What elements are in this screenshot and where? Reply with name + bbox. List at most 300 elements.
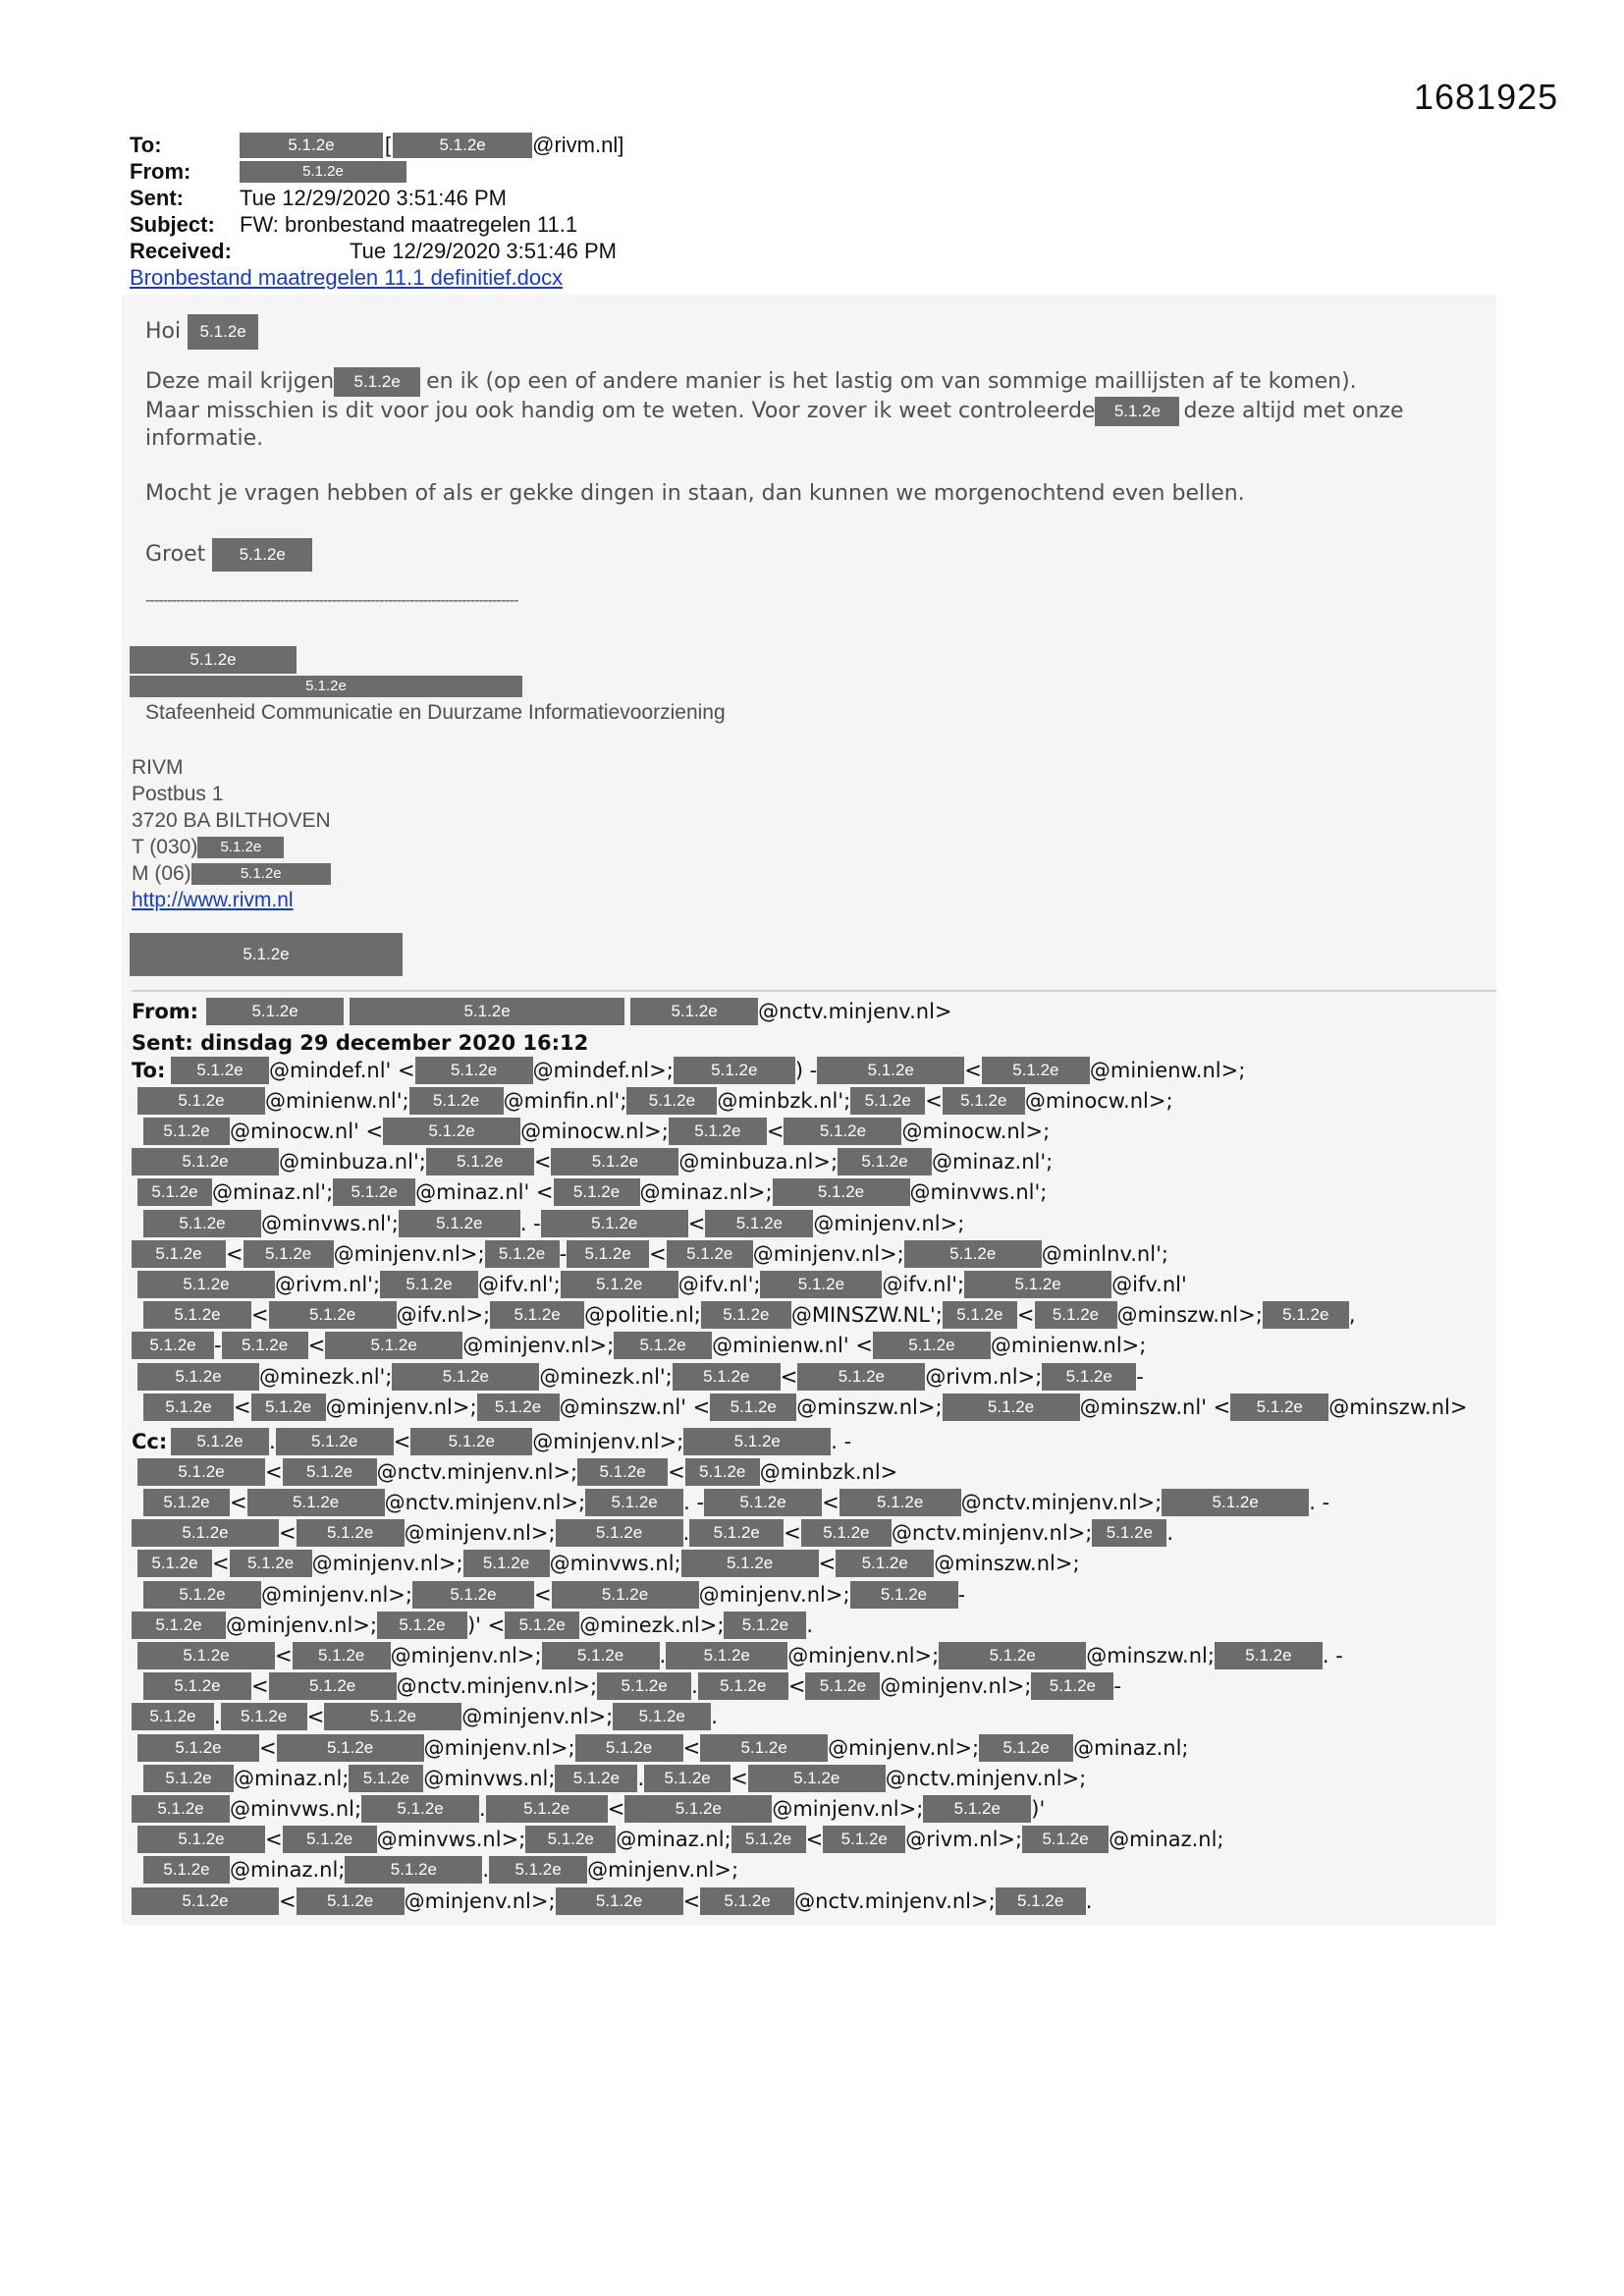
recipient-fragment: <	[533, 1582, 552, 1607]
recipient-fragment: @minszw.nl>;	[934, 1552, 1080, 1576]
recipient-fragment: @minszw.nl;	[1086, 1643, 1215, 1667]
subject-row	[130, 211, 623, 238]
recipient-fragment: .	[806, 1613, 814, 1637]
recipient-fragment: <	[780, 1364, 798, 1389]
redaction-box: 5.1.2e	[143, 1856, 230, 1884]
recipient-fragment: -	[559, 1241, 568, 1266]
recipient-fragment: <	[964, 1058, 982, 1082]
cc-recipient-line	[143, 1579, 965, 1610]
redaction-box: 5.1.2e	[1035, 1301, 1117, 1329]
recipient-fragment: @mindef.nl>;	[532, 1058, 674, 1082]
recipient-fragment: @minaz.nl;	[234, 1766, 350, 1790]
fwd-from-domain: @nctv.minjenv.nl>	[758, 999, 952, 1023]
message-text: Maar misschien is dit voor jou ook handig om te weten. Voor zover ik weet controleerde	[145, 399, 1096, 423]
recipient-fragment: @minienw.nl';	[265, 1088, 409, 1113]
redaction-box: 5.1.2e	[666, 1642, 787, 1669]
redaction-box: 5.1.2e	[700, 1734, 828, 1762]
redaction-box: 5.1.2e	[361, 1795, 479, 1823]
message-line-1	[145, 367, 1357, 397]
fwd-from-row	[132, 996, 952, 1026]
attachment-link[interactable]: Bronbestand maatregelen 11.1 definitief.docx	[130, 265, 564, 290]
redaction-box: 5.1.2e	[171, 1428, 269, 1455]
redaction-box: 5.1.2e	[283, 1826, 377, 1853]
redaction-box: 5.1.2e	[551, 1148, 678, 1175]
redaction-box: 5.1.2e	[350, 998, 624, 1025]
recipient-fragment: . -	[1309, 1490, 1330, 1514]
cc-recipient-line	[143, 1855, 738, 1886]
cc-recipient-line	[132, 1793, 1045, 1824]
redaction-box: 5.1.2e	[324, 1703, 461, 1730]
recipient-fragment: . -	[831, 1429, 852, 1453]
recipient-fragment: .	[482, 1858, 490, 1883]
recipient-fragment: @minaz.nl;	[1109, 1828, 1224, 1852]
redaction-box: 5.1.2e	[143, 1394, 234, 1421]
redaction-box: 5.1.2e	[137, 1826, 265, 1853]
recipient-fragment: @nctv.minjenv.nl>;	[794, 1888, 996, 1913]
recipient-fragment: @minienw.nl' <	[712, 1334, 873, 1358]
recipient-fragment: @minjenv.nl>;	[423, 1735, 575, 1760]
to-recipient-line	[132, 1238, 1168, 1269]
redaction-box: 5.1.2e	[614, 1332, 712, 1359]
redaction-box: 5.1.2e	[132, 1887, 279, 1915]
recipient-fragment: <	[307, 1334, 326, 1358]
redaction-box: 5.1.2e	[345, 1856, 482, 1884]
recipient-fragment: <	[787, 1674, 806, 1699]
redaction-box: 5.1.2e	[760, 1271, 882, 1298]
recipient-fragment: <	[212, 1552, 230, 1576]
recipient-fragment: @rivm.nl>;	[925, 1364, 1043, 1389]
to-label: To:	[130, 133, 162, 157]
cc-recipient-line	[143, 1487, 1329, 1517]
redaction-box: 5.1.2e	[541, 1210, 688, 1237]
redaction-box: 5.1.2e	[805, 1672, 880, 1700]
recipient-fragment: @minfin.nl';	[503, 1088, 627, 1113]
message-line-3: informatie.	[145, 426, 264, 451]
redaction-box: 5.1.2e	[630, 998, 758, 1025]
redaction-box: 5.1.2e	[206, 998, 344, 1025]
recipient-fragment: . -	[1322, 1643, 1343, 1667]
recipient-fragment: <	[805, 1828, 824, 1852]
to-recipient-line	[143, 1208, 964, 1238]
cc-recipient-line	[132, 1702, 718, 1732]
cc-recipient-line	[137, 1825, 1223, 1855]
redaction-box: 5.1.2e	[644, 1765, 731, 1792]
received-row	[130, 238, 623, 264]
to-recipient-line	[137, 1085, 1173, 1116]
redaction-box: 5.1.2e	[399, 1210, 520, 1237]
recipient-fragment: ) -	[794, 1058, 818, 1082]
recipient-fragment: .	[691, 1674, 698, 1699]
redaction-box: 5.1.2e	[377, 1612, 467, 1639]
recipient-fragment: @minjenv.nl>;	[880, 1674, 1032, 1699]
signature-name	[130, 646, 297, 674]
redaction-box: 5.1.2e	[943, 1394, 1080, 1421]
recipient-fragment: @minvws.nl';	[909, 1180, 1048, 1205]
recipient-fragment: @minocw.nl>;	[901, 1119, 1051, 1143]
recipient-fragment: <	[275, 1643, 293, 1667]
cc-recipient-line	[137, 1640, 1343, 1670]
redaction-box: 5.1.2e	[724, 1612, 806, 1639]
recipient-fragment: <	[784, 1521, 801, 1546]
redaction-box: 5.1.2e	[700, 1887, 794, 1915]
signature-phone	[132, 834, 284, 860]
redaction-box: 5.1.2e	[143, 1581, 261, 1609]
recipient-fragment: . -	[683, 1490, 705, 1514]
redaction-box: 5.1.2e	[130, 676, 522, 697]
redaction-box: 5.1.2e	[838, 1148, 932, 1175]
recipient-fragment: @minbuza.nl';	[279, 1150, 426, 1175]
website-link[interactable]: http://www.rivm.nl	[132, 889, 294, 911]
recipient-fragment: @MINSZW.NL';	[790, 1303, 943, 1328]
redaction-box: 5.1.2e	[393, 133, 532, 158]
redaction-box: 5.1.2e	[380, 1271, 478, 1298]
recipient-fragment: @minjenv.nl>;	[325, 1394, 477, 1419]
redaction-box: 5.1.2e	[477, 1394, 560, 1421]
recipient-fragment: <	[682, 1735, 701, 1760]
recipient-fragment: @minszw.nl' <	[1079, 1394, 1231, 1419]
redaction-box: 5.1.2e	[1263, 1301, 1349, 1329]
redaction-box: 5.1.2e	[681, 1550, 819, 1577]
redaction-box: 5.1.2e	[137, 1178, 212, 1206]
recipient-fragment: <	[234, 1394, 251, 1419]
recipient-fragment: @minvws.nl>;	[376, 1828, 526, 1852]
divider	[132, 990, 1496, 992]
to-row	[130, 132, 623, 158]
recipient-fragment: <	[259, 1735, 277, 1760]
redaction-box: 5.1.2e	[333, 1178, 415, 1206]
redaction-box: 5.1.2e	[1031, 1672, 1113, 1700]
message-text: en ik (op een of andere manier is het lastig om van sommige maillijsten af te komen).	[426, 369, 1357, 394]
to-domain: @rivm.nl]	[532, 133, 624, 157]
recipient-fragment: @minjenv.nl>;	[404, 1521, 556, 1546]
recipient-fragment: <	[251, 1674, 269, 1699]
redaction-box: 5.1.2e	[561, 1271, 678, 1298]
redaction-box: 5.1.2e	[130, 646, 297, 674]
sent-value: Tue 12/29/2020 3:51:46 PM	[240, 186, 507, 210]
recipient-fragment: @ifv.nl';	[478, 1272, 561, 1296]
redaction-box: 5.1.2e	[197, 837, 284, 858]
redaction-box: 5.1.2e	[575, 1734, 683, 1762]
redaction-box: 5.1.2e	[383, 1118, 520, 1145]
redaction-box: 5.1.2e	[626, 1087, 717, 1115]
redaction-box: 5.1.2e	[132, 1519, 279, 1547]
redaction-box: 5.1.2e	[137, 1734, 259, 1762]
recipient-fragment: @ifv.nl'	[1111, 1272, 1187, 1296]
cc-recipient-line	[143, 1671, 1121, 1702]
recipient-fragment: @minjenv.nl>;	[226, 1613, 377, 1637]
recipient-fragment: @minjenv.nl>;	[813, 1211, 965, 1235]
redaction-box: 5.1.2e	[689, 1519, 784, 1547]
recipient-fragment: -	[1136, 1364, 1144, 1389]
recipient-fragment: @minszw.nl>	[1328, 1394, 1468, 1419]
redaction-box: 5.1.2e	[230, 1550, 312, 1577]
received-value: Tue 12/29/2020 3:51:46 PM	[350, 239, 617, 263]
recipient-fragment: )'	[1031, 1796, 1046, 1821]
recipient-fragment: @nctv.minjenv.nl>;	[885, 1766, 1087, 1790]
redaction-box: 5.1.2e	[409, 1087, 504, 1115]
redaction-box: 5.1.2e	[349, 1765, 423, 1792]
recipient-fragment: <	[668, 1459, 685, 1484]
recipient-fragment: @minlnv.nl';	[1041, 1241, 1168, 1266]
cc-recipient-line	[143, 1763, 1086, 1793]
redaction-box: 5.1.2e	[334, 367, 420, 397]
recipient-fragment: @minaz.nl' <	[415, 1180, 554, 1205]
redaction-box: 5.1.2e	[624, 1795, 772, 1823]
redaction-box: 5.1.2e	[982, 1057, 1090, 1084]
redaction-box: 5.1.2e	[240, 161, 406, 183]
cc-recipient-line	[132, 1886, 1092, 1916]
subject-value: FW: bronbestand maatregelen 11.1	[240, 212, 578, 237]
redaction-box: 5.1.2e	[412, 1581, 534, 1609]
recipient-fragment: )' <	[466, 1613, 506, 1637]
redaction-box: 5.1.2e	[704, 1489, 822, 1516]
subject-label: Subject:	[130, 212, 215, 237]
redaction-box: 5.1.2e	[943, 1087, 1025, 1115]
redaction-box: 5.1.2e	[132, 1703, 214, 1730]
recipient-fragment: @minjenv.nl>;	[462, 1334, 615, 1358]
redaction-box: 5.1.2e	[731, 1826, 806, 1853]
to-recipient-line	[137, 1361, 1144, 1392]
redaction-box: 5.1.2e	[850, 1581, 958, 1609]
message-line-4: Mocht je vragen hebben of als er gekke dingen in staan, dan kunnen we morgenochtend even bellen.	[145, 481, 1245, 506]
recipient-fragment: .	[479, 1796, 486, 1821]
redaction-box: 5.1.2e	[943, 1301, 1017, 1329]
recipient-fragment: <	[766, 1119, 785, 1143]
recipient-fragment: <	[393, 1429, 411, 1453]
redaction-box: 5.1.2e	[542, 1642, 660, 1669]
redaction-box: 5.1.2e	[297, 1887, 405, 1915]
recipient-fragment: @minszw.nl>;	[1116, 1303, 1263, 1328]
message-text: deze altijd met onze	[1183, 399, 1404, 423]
recipient-fragment: <	[731, 1766, 748, 1790]
redaction-box: 5.1.2e	[710, 1394, 796, 1421]
redaction-box: 5.1.2e	[137, 1458, 265, 1486]
recipient-fragment: @minjenv.nl>;	[333, 1241, 485, 1266]
recipient-fragment: <	[265, 1828, 283, 1852]
redaction-box: 5.1.2e	[392, 1363, 539, 1391]
signature-website[interactable]	[132, 887, 294, 913]
to-recipient-line	[132, 1147, 1053, 1177]
redaction-box: 5.1.2e	[171, 1057, 269, 1084]
recipient-fragment: @minvws.nl;	[230, 1796, 362, 1821]
recipient-fragment: @nctv.minjenv.nl>;	[396, 1674, 598, 1699]
mobile-prefix: M (06)	[132, 862, 191, 885]
redaction-box: 5.1.2e	[1230, 1394, 1328, 1421]
redaction-box: 5.1.2e	[556, 1887, 683, 1915]
recipient-fragment: <	[607, 1796, 625, 1821]
redaction-box: 5.1.2e	[1215, 1642, 1323, 1669]
redaction-box: 5.1.2e	[1162, 1489, 1309, 1516]
recipient-fragment: @minbzk.nl';	[717, 1088, 851, 1113]
recipient-fragment: <	[687, 1211, 706, 1235]
recipient-fragment: .	[682, 1521, 690, 1546]
redaction-box: 5.1.2e	[251, 1394, 326, 1421]
redaction-box: 5.1.2e	[1042, 1363, 1136, 1391]
signature-footer-redaction	[130, 933, 403, 976]
received-label: Received:	[130, 239, 232, 263]
recipient-fragment: <	[533, 1150, 552, 1175]
fwd-cc-label-row	[132, 1426, 167, 1456]
redaction-box: 5.1.2e	[979, 1734, 1073, 1762]
sent-label: Sent:	[130, 186, 184, 210]
redaction-box: 5.1.2e	[850, 1087, 925, 1115]
recipient-fragment: @minaz.nl';	[212, 1180, 334, 1205]
document-number: 1681925	[1414, 77, 1559, 117]
redaction-box: 5.1.2e	[773, 1178, 910, 1206]
phone-prefix: T (030)	[132, 836, 198, 858]
redaction-box: 5.1.2e	[567, 1240, 649, 1268]
redaction-box: 5.1.2e	[283, 1458, 377, 1486]
recipient-fragment: @nctv.minjenv.nl>;	[891, 1521, 1093, 1546]
recipient-fragment: @minjenv.nl>;	[752, 1241, 904, 1266]
recipient-fragment: <	[279, 1888, 297, 1913]
signature-city: 3720 BA BILTHOVEN	[132, 809, 331, 832]
recipient-fragment: @minaz.nl>;	[639, 1180, 773, 1205]
signature-title	[130, 676, 522, 697]
fwd-to-label: To:	[132, 1058, 166, 1082]
redaction-box: 5.1.2e	[485, 1240, 560, 1268]
redaction-box: 5.1.2e	[996, 1887, 1086, 1915]
recipient-fragment: @minocw.nl>;	[520, 1119, 669, 1143]
redaction-box: 5.1.2e	[463, 1550, 550, 1577]
redaction-box: 5.1.2e	[221, 1703, 307, 1730]
redaction-box: 5.1.2e	[873, 1332, 991, 1359]
recipient-fragment: @minbuza.nl>;	[678, 1150, 839, 1175]
redaction-box: 5.1.2e	[191, 863, 331, 885]
to-recipient-line	[143, 1300, 1356, 1331]
redaction-box: 5.1.2e	[325, 1332, 462, 1359]
redaction-box: 5.1.2e	[143, 1118, 230, 1145]
signature-org: RIVM	[132, 756, 184, 779]
redaction-box: 5.1.2e	[489, 1856, 587, 1884]
redaction-box: 5.1.2e	[939, 1642, 1086, 1669]
redaction-box: 5.1.2e	[552, 1581, 699, 1609]
recipient-fragment: @minvws.nl;	[423, 1766, 556, 1790]
redaction-box: 5.1.2e	[705, 1210, 813, 1237]
recipient-fragment: <	[306, 1705, 325, 1729]
recipient-fragment: @minvws.nl';	[261, 1211, 399, 1235]
redaction-box: 5.1.2e	[1095, 397, 1179, 426]
closing-line	[145, 538, 312, 572]
recipient-fragment: ,	[1348, 1303, 1356, 1328]
recipient-fragment: @minaz.nl;	[616, 1828, 731, 1852]
redaction-box: 5.1.2e	[797, 1363, 925, 1391]
cc-recipient-line	[132, 1610, 813, 1640]
redaction-box: 5.1.2e	[137, 1087, 265, 1115]
recipient-fragment: .	[637, 1766, 645, 1790]
redaction-box: 5.1.2e	[143, 1210, 261, 1237]
recipient-fragment: @minjenv.nl>;	[587, 1858, 739, 1883]
redaction-box: 5.1.2e	[415, 1057, 533, 1084]
recipient-fragment: @minezk.nl';	[259, 1364, 393, 1389]
redaction-box: 5.1.2e	[222, 1332, 308, 1359]
recipient-fragment: @minvws.nl;	[549, 1552, 681, 1576]
redaction-box: 5.1.2e	[132, 1795, 230, 1823]
redaction-box: 5.1.2e	[143, 1765, 234, 1792]
redaction-box: 5.1.2e	[839, 1489, 961, 1516]
from-row	[130, 158, 623, 185]
recipient-fragment: -	[957, 1582, 966, 1607]
recipient-fragment: @minjenv.nl>;	[787, 1643, 940, 1667]
recipient-fragment: @nctv.minjenv.nl>;	[384, 1490, 586, 1514]
recipient-fragment: @minaz.nl;	[1073, 1735, 1189, 1760]
redaction-box: 5.1.2e	[667, 1240, 753, 1268]
redaction-box: 5.1.2e	[137, 1363, 259, 1391]
recipient-fragment: @minjenv.nl>;	[461, 1705, 614, 1729]
cc-recipient-line	[132, 1518, 1173, 1549]
redaction-box: 5.1.2e	[143, 1672, 251, 1700]
redaction-box: 5.1.2e	[132, 1240, 226, 1268]
fwd-to-label-row	[132, 1055, 165, 1085]
signature-mobile	[132, 860, 331, 887]
recipient-fragment: .	[269, 1429, 276, 1453]
redaction-box: 5.1.2e	[669, 1118, 767, 1145]
to-recipient-line	[137, 1177, 1047, 1208]
redaction-box: 5.1.2e	[748, 1765, 886, 1792]
recipient-fragment: @minaz.nl;	[230, 1858, 346, 1883]
redaction-box: 5.1.2e	[613, 1703, 711, 1730]
redaction-box: 5.1.2e	[410, 1428, 532, 1455]
redaction-box: 5.1.2e	[137, 1642, 275, 1669]
signature-pobox: Postbus 1	[132, 783, 224, 805]
redaction-box: 5.1.2e	[276, 1428, 394, 1455]
redaction-box: 5.1.2e	[577, 1458, 668, 1486]
cc-recipient-line	[137, 1549, 1080, 1579]
recipient-fragment: @nctv.minjenv.nl>;	[960, 1490, 1163, 1514]
recipient-fragment: @minjenv.nl>;	[390, 1643, 542, 1667]
recipient-fragment: <	[925, 1088, 943, 1113]
recipient-fragment: @minszw.nl>;	[796, 1394, 943, 1419]
cc-recipient-line	[171, 1426, 851, 1456]
recipient-fragment: -	[214, 1334, 222, 1358]
to-recipient-line	[143, 1392, 1467, 1422]
separator: --------------------------------------------------------------------------------------	[145, 591, 518, 609]
redaction-box: 5.1.2e	[277, 1734, 424, 1762]
redaction-box: 5.1.2e	[673, 1363, 781, 1391]
redaction-box: 5.1.2e	[137, 1271, 275, 1298]
redaction-box: 5.1.2e	[240, 133, 383, 158]
recipient-fragment: @minezk.nl>;	[579, 1613, 725, 1637]
redaction-box: 5.1.2e	[143, 1301, 251, 1329]
to-recipient-line	[171, 1055, 1245, 1085]
recipient-fragment: @minjenv.nl>;	[532, 1429, 684, 1453]
recipient-fragment: <	[265, 1459, 283, 1484]
greeting-line	[145, 314, 258, 350]
redaction-box: 5.1.2e	[597, 1672, 691, 1700]
from-label: From:	[130, 159, 191, 184]
recipient-fragment: .	[659, 1643, 667, 1667]
redaction-box: 5.1.2e	[556, 1519, 683, 1547]
redaction-box: 5.1.2e	[132, 1332, 214, 1359]
redaction-box: 5.1.2e	[817, 1057, 964, 1084]
redaction-box: 5.1.2e	[784, 1118, 901, 1145]
to-recipient-line	[132, 1331, 1146, 1361]
fwd-sent-row: Sent: dinsdag 29 december 2020 16:12	[132, 1030, 589, 1055]
message-line-2	[145, 397, 1404, 426]
redaction-box: 5.1.2e	[683, 1428, 831, 1455]
attachment-row	[130, 264, 623, 291]
email-header	[130, 132, 623, 291]
redaction-box: 5.1.2e	[247, 1489, 385, 1516]
redaction-box: 5.1.2e	[137, 1550, 212, 1577]
recipient-fragment: @minezk.nl';	[539, 1364, 673, 1389]
forwarded-message	[122, 990, 1496, 1925]
recipient-fragment: .	[711, 1705, 718, 1729]
greeting: Hoi	[145, 319, 182, 344]
recipient-fragment: @mindef.nl' <	[269, 1058, 415, 1082]
recipient-fragment: @politie.nl;	[584, 1303, 701, 1328]
recipient-fragment: @ifv.nl>;	[396, 1303, 491, 1328]
